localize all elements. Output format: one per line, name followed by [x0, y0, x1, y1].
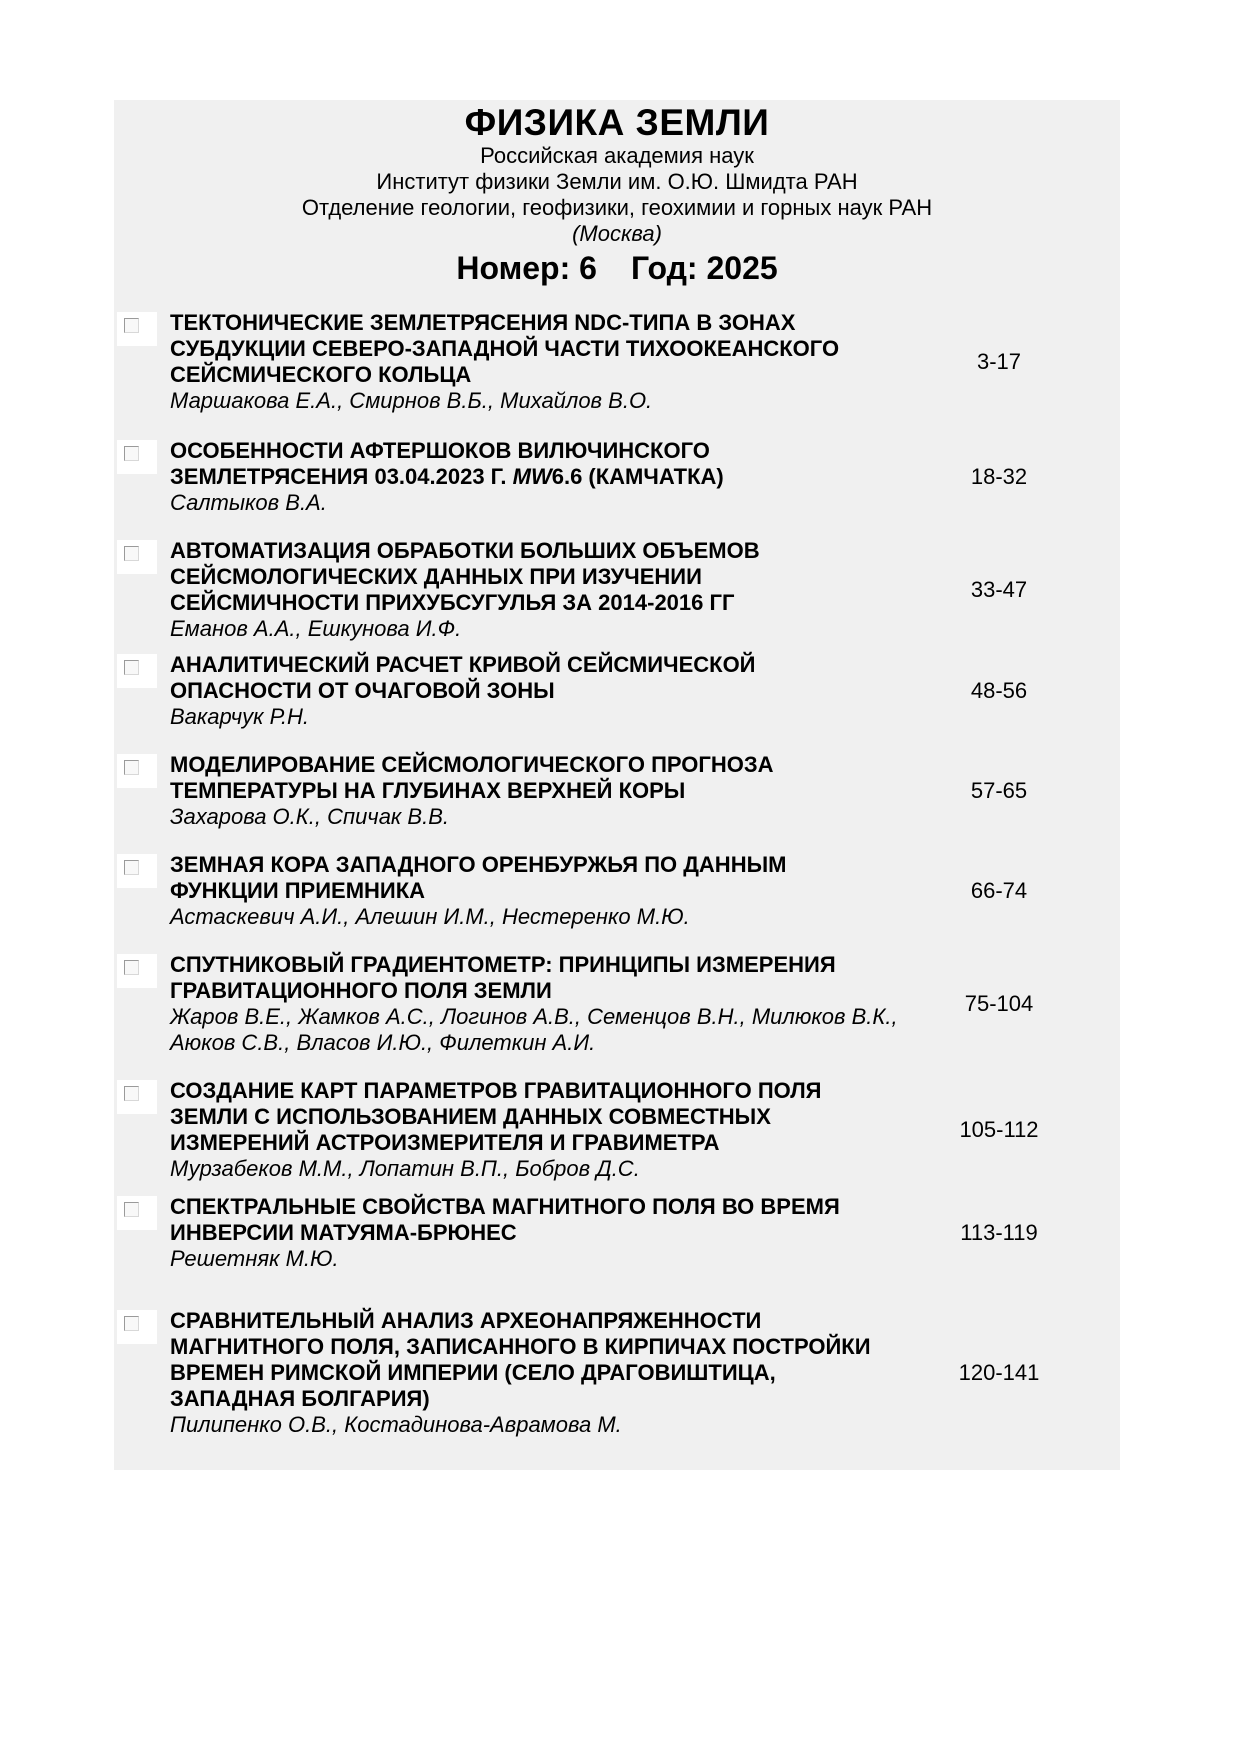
article-text — [170, 1078, 950, 1182]
article-checkbox[interactable] — [124, 318, 139, 333]
publisher-line: Российская академия наук — [480, 143, 754, 168]
article-authors: Салтыков В.А. — [170, 490, 327, 515]
article-text — [170, 652, 950, 730]
article-title-line[interactable]: СПУТНИКОВЫЙ ГРАДИЕНТОМЕТР: ПРИНЦИПЫ ИЗМЕРЕНИЯ — [170, 952, 836, 977]
article-pages: 105-112 — [959, 1117, 1039, 1142]
article-authors: Решетняк М.Ю. — [170, 1246, 339, 1271]
article-title-line[interactable]: СЕЙСМОЛОГИЧЕСКИХ ДАННЫХ ПРИ ИЗУЧЕНИИ — [170, 564, 702, 589]
article-checkbox[interactable] — [124, 1202, 139, 1217]
article-title-line[interactable]: АВТОМАТИЗАЦИЯ ОБРАБОТКИ БОЛЬШИХ ОБЪЕМОВ — [170, 538, 760, 563]
article-title-line[interactable]: СЕЙСМИЧНОСТИ ПРИХУБСУГУЛЬЯ ЗА 2014-2016 ГГ — [170, 590, 735, 615]
issue-number: Номер: 6 — [456, 250, 597, 286]
article-pages: 57-65 — [970, 778, 1028, 803]
article-text — [170, 538, 950, 642]
article-pages: 120-141 — [958, 1360, 1040, 1385]
article-authors: Вакарчук Р.Н. — [170, 704, 310, 729]
article-checkbox[interactable] — [124, 546, 139, 561]
article-pages: 66-74 — [970, 878, 1028, 903]
article-pages: 3-17 — [976, 349, 1022, 374]
article-title-line[interactable]: ГРАВИТАЦИОННОГО ПОЛЯ ЗЕМЛИ — [170, 978, 552, 1003]
article-checkbox[interactable] — [124, 1086, 139, 1101]
article-pages: 48-56 — [970, 678, 1028, 703]
article-title-line[interactable]: ИНВЕРСИИ МАТУЯМА-БРЮНЕС — [170, 1220, 517, 1245]
article-title-line[interactable]: ОПАСНОСТИ ОТ ОЧАГОВОЙ ЗОНЫ — [170, 678, 555, 703]
publisher-line: Институт физики Земли им. О.Ю. Шмидта РАН — [376, 169, 858, 194]
article-title-line[interactable]: СРАВНИТЕЛЬНЫЙ АНАЛИЗ АРХЕОНАПРЯЖЕННОСТИ — [170, 1308, 762, 1333]
article-title-line[interactable]: ОСОБЕННОСТИ АФТЕРШОКОВ ВИЛЮЧИНСКОГО — [170, 438, 710, 463]
article-title-line[interactable]: ИЗМЕРЕНИЙ АСТРОИЗМЕРИТЕЛЯ И ГРАВИМЕТРА — [170, 1130, 720, 1155]
article-title-line[interactable]: ТЕКТОНИЧЕСКИЕ ЗЕМЛЕТРЯСЕНИЯ NDC-ТИПА В ЗОНАХ — [170, 310, 796, 335]
article-title-line[interactable]: ФУНКЦИИ ПРИЕМНИКА — [170, 878, 426, 903]
article-authors: Пилипенко О.В., Костадинова-Аврамова М. — [170, 1412, 622, 1437]
article-title-line[interactable]: СЕЙСМИЧЕСКОГО КОЛЬЦА — [170, 362, 472, 387]
issue-year: Год: 2025 — [630, 250, 778, 286]
article-checkbox[interactable] — [124, 446, 139, 461]
article-pages: 113-119 — [960, 1220, 1038, 1245]
publisher-city: (Москва) — [572, 221, 662, 246]
article-text — [170, 310, 950, 414]
article-title-line[interactable]: ВРЕМЕН РИМСКОЙ ИМПЕРИИ (СЕЛО ДРАГОВИШТИЦА, — [170, 1360, 776, 1385]
journal-title: ФИЗИКА ЗЕМЛИ — [464, 102, 770, 143]
article-title-line[interactable]: МОДЕЛИРОВАНИЕ СЕЙСМОЛОГИЧЕСКОГО ПРОГНОЗА — [170, 752, 774, 777]
article-authors: Жаров В.Е., Жамков А.С., Логинов А.В., Семенцов В.Н., Милюков В.К., — [170, 1004, 898, 1029]
article-text — [170, 1308, 950, 1438]
article-title-line[interactable]: ЗЕМЛИ С ИСПОЛЬЗОВАНИЕМ ДАННЫХ СОВМЕСТНЫХ — [170, 1104, 771, 1129]
article-checkbox[interactable] — [124, 760, 139, 775]
issue-info — [114, 248, 1120, 288]
article-text — [170, 438, 950, 516]
article-text — [170, 852, 950, 930]
article-checkbox[interactable] — [124, 1316, 139, 1331]
article-text — [170, 752, 950, 830]
article-authors: Астаскевич А.И., Алешин И.М., Нестеренко М.Ю. — [170, 904, 690, 929]
article-authors: Еманов А.А., Ешкунова И.Ф. — [170, 616, 462, 641]
article-pages: 33-47 — [970, 577, 1028, 602]
article-authors: Маршакова Е.А., Смирнов В.Б., Михайлов В.О. — [170, 388, 653, 413]
article-title-line[interactable]: ЗАПАДНАЯ БОЛГАРИЯ) — [170, 1386, 430, 1411]
article-title-line[interactable]: ЗЕМЛЕТРЯСЕНИЯ 03.04.2023 Г. MW6.6 (КАМЧАТКА) — [170, 464, 724, 489]
article-title-line[interactable]: СУБДУКЦИИ СЕВЕРО-ЗАПАДНОЙ ЧАСТИ ТИХООКЕАНСКОГО — [170, 336, 840, 361]
journal-header — [114, 100, 1120, 247]
article-authors: Захарова О.К., Спичак В.В. — [170, 804, 449, 829]
article-title-line[interactable]: ЗЕМНАЯ КОРА ЗАПАДНОГО ОРЕНБУРЖЬЯ ПО ДАННЫМ — [170, 852, 787, 877]
article-title-line[interactable]: ТЕМПЕРАТУРЫ НА ГЛУБИНАХ ВЕРХНЕЙ КОРЫ — [170, 778, 686, 803]
publisher-line: Отделение геологии, геофизики, геохимии и горных наук РАН — [301, 195, 933, 220]
article-pages: 18-32 — [970, 464, 1028, 489]
article-pages: 75-104 — [964, 991, 1034, 1016]
article-title-line[interactable]: СПЕКТРАЛЬНЫЕ СВОЙСТВА МАГНИТНОГО ПОЛЯ ВО ВРЕМЯ — [170, 1194, 840, 1219]
article-authors: Аюков С.В., Власов И.Ю., Филеткин А.И. — [170, 1030, 596, 1055]
article-title-line[interactable]: СОЗДАНИЕ КАРТ ПАРАМЕТРОВ ГРАВИТАЦИОННОГО ПОЛЯ — [170, 1078, 822, 1103]
article-authors: Мурзабеков М.М., Лопатин В.П., Бобров Д.С. — [170, 1156, 640, 1181]
article-text — [170, 1194, 950, 1272]
article-checkbox[interactable] — [124, 860, 139, 875]
article-checkbox[interactable] — [124, 960, 139, 975]
article-text — [170, 952, 950, 1056]
article-checkbox[interactable] — [124, 660, 139, 675]
article-title-line[interactable]: МАГНИТНОГО ПОЛЯ, ЗАПИСАННОГО В КИРПИЧАХ ПОСТРОЙКИ — [170, 1334, 871, 1359]
article-title-line[interactable]: АНАЛИТИЧЕСКИЙ РАСЧЕТ КРИВОЙ СЕЙСМИЧЕСКОЙ — [170, 652, 756, 677]
